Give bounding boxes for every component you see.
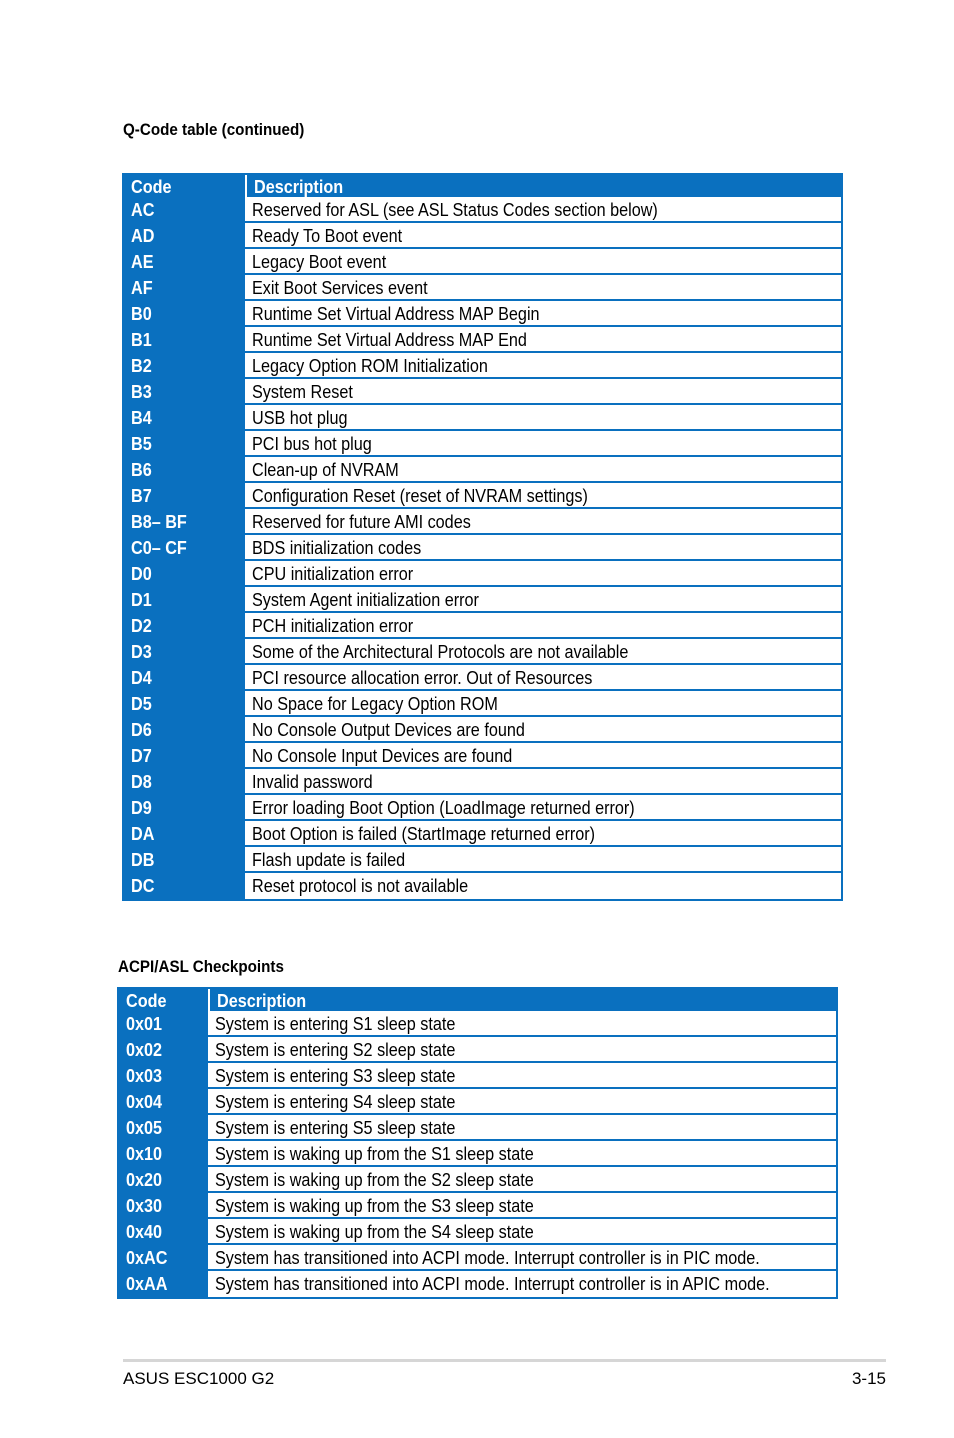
code-cell: D5: [131, 694, 152, 714]
acpi-table-heading: ACPI/ASL Checkpoints: [118, 958, 284, 976]
qcode-table-row: [124, 535, 841, 561]
description-cell: System Agent initialization error: [245, 587, 841, 613]
code-cell: 0x05: [126, 1118, 163, 1138]
code-cell: 0xAA: [126, 1274, 168, 1294]
code-cell: B2: [131, 356, 152, 376]
description-cell: System is entering S5 sleep state: [208, 1115, 836, 1141]
footer-product-name: ASUS ESC1000 G2: [123, 1369, 275, 1388]
qcode-table-row: [124, 223, 841, 249]
code-cell: 0x02: [126, 1040, 163, 1060]
acpi-table-body: [119, 1011, 836, 1297]
acpi-table: [117, 987, 838, 1299]
code-cell: D7: [131, 746, 152, 766]
description-cell: PCI resource allocation error. Out of Resources: [245, 665, 841, 691]
description-cell: Ready To Boot event: [245, 223, 841, 249]
acpi-table-row: [119, 1141, 836, 1167]
description-cell: No Console Output Devices are found: [245, 717, 841, 743]
qcode-table: [122, 173, 843, 901]
footer-divider: [123, 1359, 886, 1362]
qcode-table-row: [124, 873, 841, 899]
qcode-table-row: [124, 561, 841, 587]
acpi-table-row: [119, 1167, 836, 1193]
qcode-table-row: [124, 405, 841, 431]
acpi-table-row: [119, 1089, 836, 1115]
acpi-table-row: [119, 1063, 836, 1089]
description-cell: Runtime Set Virtual Address MAP Begin: [245, 301, 841, 327]
description-cell: System is entering S2 sleep state: [208, 1037, 836, 1063]
code-cell: B7: [131, 486, 152, 506]
code-cell: D9: [131, 798, 152, 818]
acpi-header-description: Description: [208, 989, 836, 1011]
qcode-table-row: [124, 613, 841, 639]
acpi-table-row: [119, 1011, 836, 1037]
description-cell: No Console Input Devices are found: [245, 743, 841, 769]
qcode-table-row: [124, 717, 841, 743]
qcode-table-row: [124, 379, 841, 405]
code-cell: B0: [131, 304, 152, 324]
description-cell: System has transitioned into ACPI mode. Interrupt controller is in APIC mode.: [208, 1271, 836, 1297]
qcode-table-row: [124, 197, 841, 223]
qcode-table-row: [124, 353, 841, 379]
description-cell: Configuration Reset (reset of NVRAM settings): [245, 483, 841, 509]
code-cell: B8– BF: [131, 512, 187, 532]
acpi-table-row: [119, 1219, 836, 1245]
code-cell: 0xAC: [126, 1248, 168, 1268]
code-cell: D8: [131, 772, 152, 792]
description-cell: Error loading Boot Option (LoadImage returned error): [245, 795, 841, 821]
qcode-table-row: [124, 327, 841, 353]
qcode-table-row: [124, 847, 841, 873]
acpi-table-row: [119, 1037, 836, 1063]
description-cell: System is entering S1 sleep state: [208, 1011, 836, 1037]
acpi-table-row: [119, 1115, 836, 1141]
description-cell: PCI bus hot plug: [245, 431, 841, 457]
code-cell: 0x01: [126, 1014, 163, 1034]
code-cell: B3: [131, 382, 152, 402]
code-cell: B1: [131, 330, 152, 350]
code-cell: D4: [131, 668, 152, 688]
qcode-header-description: Description: [245, 175, 841, 197]
qcode-table-heading: Q-Code table (continued): [123, 121, 305, 139]
code-cell: 0x40: [126, 1222, 163, 1242]
qcode-table-body: [124, 197, 841, 899]
description-cell: Boot Option is failed (StartImage returned error): [245, 821, 841, 847]
qcode-table-row: [124, 275, 841, 301]
acpi-table-row: [119, 1271, 836, 1297]
description-cell: Reset protocol is not available: [245, 873, 841, 899]
qcode-header-code: Code: [131, 177, 172, 197]
code-cell: 0x20: [126, 1170, 163, 1190]
code-cell: DC: [131, 876, 155, 896]
description-cell: USB hot plug: [245, 405, 841, 431]
code-cell: AD: [131, 226, 155, 246]
description-cell: Invalid password: [245, 769, 841, 795]
code-cell: AE: [131, 252, 154, 272]
code-cell: D1: [131, 590, 152, 610]
acpi-header-code: Code: [126, 991, 167, 1011]
description-cell: BDS initialization codes: [245, 535, 841, 561]
description-cell: PCH initialization error: [245, 613, 841, 639]
code-cell: C0– CF: [131, 538, 187, 558]
code-cell: D0: [131, 564, 152, 584]
qcode-table-row: [124, 457, 841, 483]
qcode-table-header: [124, 175, 841, 197]
code-cell: 0x04: [126, 1092, 163, 1112]
code-cell: B6: [131, 460, 152, 480]
code-cell: B4: [131, 408, 152, 428]
footer-page-number: 3-15: [851, 1369, 886, 1388]
code-cell: D6: [131, 720, 152, 740]
description-cell: System is entering S4 sleep state: [208, 1089, 836, 1115]
qcode-table-row: [124, 509, 841, 535]
description-cell: System has transitioned into ACPI mode. Interrupt controller is in PIC mode.: [208, 1245, 836, 1271]
qcode-table-row: [124, 795, 841, 821]
qcode-table-row: [124, 821, 841, 847]
description-cell: System Reset: [245, 379, 841, 405]
description-cell: Legacy Option ROM Initialization: [245, 353, 841, 379]
description-cell: Some of the Architectural Protocols are not available: [245, 639, 841, 665]
code-cell: D2: [131, 616, 152, 636]
acpi-table-row: [119, 1193, 836, 1219]
description-cell: System is entering S3 sleep state: [208, 1063, 836, 1089]
code-cell: D3: [131, 642, 152, 662]
acpi-table-header: [119, 989, 836, 1011]
qcode-table-row: [124, 301, 841, 327]
qcode-table-row: [124, 639, 841, 665]
code-cell: DA: [131, 824, 155, 844]
description-cell: Legacy Boot event: [245, 249, 841, 275]
qcode-table-row: [124, 665, 841, 691]
code-cell: 0x10: [126, 1144, 163, 1164]
code-cell: B5: [131, 434, 152, 454]
code-cell: AF: [131, 278, 153, 298]
qcode-table-row: [124, 769, 841, 795]
description-cell: CPU initialization error: [245, 561, 841, 587]
qcode-table-row: [124, 743, 841, 769]
description-cell: System is waking up from the S4 sleep state: [208, 1219, 836, 1245]
qcode-table-row: [124, 431, 841, 457]
qcode-table-row: [124, 249, 841, 275]
description-cell: Reserved for ASL (see ASL Status Codes section below): [245, 197, 841, 223]
description-cell: System is waking up from the S3 sleep state: [208, 1193, 836, 1219]
description-cell: Exit Boot Services event: [245, 275, 841, 301]
description-cell: System is waking up from the S2 sleep state: [208, 1167, 836, 1193]
code-cell: 0x30: [126, 1196, 163, 1216]
qcode-table-row: [124, 691, 841, 717]
qcode-table-row: [124, 483, 841, 509]
code-cell: DB: [131, 850, 155, 870]
description-cell: Reserved for future AMI codes: [245, 509, 841, 535]
acpi-table-row: [119, 1245, 836, 1271]
description-cell: Runtime Set Virtual Address MAP End: [245, 327, 841, 353]
code-cell: AC: [131, 200, 155, 220]
description-cell: No Space for Legacy Option ROM: [245, 691, 841, 717]
code-cell: 0x03: [126, 1066, 163, 1086]
qcode-table-row: [124, 587, 841, 613]
description-cell: Flash update is failed: [245, 847, 841, 873]
description-cell: Clean-up of NVRAM: [245, 457, 841, 483]
description-cell: System is waking up from the S1 sleep state: [208, 1141, 836, 1167]
